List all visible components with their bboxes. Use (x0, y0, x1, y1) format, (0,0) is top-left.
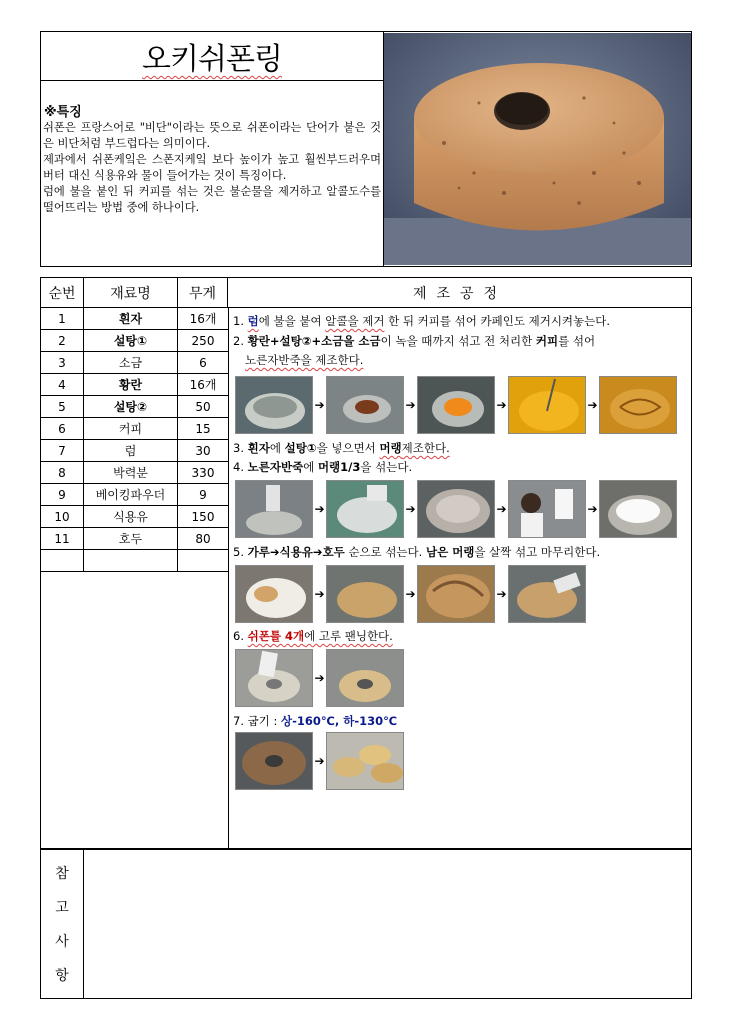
ingredient-name: 럼 (84, 440, 178, 461)
step-text: 한 뒤 커피를 섞어 카페인도 제거시켜놓는다. (384, 314, 611, 328)
ingredient-name: 베이킹파우더 (84, 484, 178, 505)
table-row (41, 396, 228, 418)
step-keyword: 커피 (535, 334, 559, 348)
step-text: 을 섞는다. (360, 460, 413, 474)
step-keyword: 설탕① (284, 441, 317, 455)
photo-coffee (326, 376, 404, 434)
arrow-icon: ➔ (314, 587, 325, 601)
photo-whisking-yolk (508, 376, 586, 434)
step-text: 이 녹을 때까지 섞고 전 처리한 (380, 334, 536, 348)
ingredient-number: 6 (41, 418, 84, 439)
photo-empty-bowl (417, 480, 495, 538)
table-row (41, 374, 228, 396)
process-area (229, 308, 692, 850)
photo-mixing-bowl (235, 376, 313, 434)
step-number: 5. (233, 545, 248, 559)
photo-yolk-batter (599, 376, 677, 434)
step-number: 4. (233, 460, 248, 474)
header-ingredient-name: 재료명 (84, 278, 178, 308)
page-title: 오키쉬폰링 (142, 42, 282, 77)
ingredient-weight: 330 (191, 465, 215, 480)
step-keyword: 쉬폰틀 4개 (247, 629, 305, 643)
description-cell (41, 81, 384, 266)
step-7-photos (235, 732, 404, 790)
step-6-photos (235, 649, 404, 707)
step-2-photos (235, 376, 677, 434)
ingredient-weight: 250 (191, 333, 215, 348)
table-row (41, 484, 228, 506)
chiffon-cake-image (384, 33, 691, 265)
step-3 (233, 439, 450, 457)
step-text: 굽기 : (247, 714, 282, 728)
ingredient-number: 7 (41, 440, 84, 461)
ingredient-name: 박력분 (84, 462, 178, 483)
step-keyword: 노른자반죽 (247, 460, 304, 474)
ingredient-weight: 16개 (189, 378, 217, 392)
baking-temperature: 상-160℃, 하-130℃ (281, 714, 398, 728)
step-text: 을 넣으면서 (316, 441, 380, 455)
reference-label-char: 항 (55, 968, 69, 984)
title-cell (41, 32, 384, 81)
photo-chef (508, 480, 586, 538)
table-row (41, 528, 228, 550)
photo-panning-2 (326, 649, 404, 707)
arrow-icon: ➔ (405, 398, 416, 412)
photo-flour (235, 565, 313, 623)
header-weight: 무게 (178, 278, 228, 308)
step-number: 7. (233, 714, 248, 728)
step-keyword: 머랭1/3 (317, 460, 361, 474)
ingredient-number: 11 (41, 528, 84, 549)
ingredient-name: 소금 (84, 352, 178, 373)
table-row (41, 330, 228, 352)
step-text: 에 (269, 441, 285, 455)
arrow-icon: ➔ (314, 671, 325, 685)
ingredient-weight: 150 (191, 509, 215, 524)
ingredient-weight: 9 (199, 487, 207, 502)
reference-section (40, 849, 692, 999)
photo-final-batter (508, 565, 586, 623)
ingredient-weight: 80 (195, 531, 211, 546)
step-number: 2. (233, 334, 248, 348)
photo-meringue-bowl (326, 480, 404, 538)
photo-baked-cakes (326, 732, 404, 790)
photo-mixer (235, 480, 313, 538)
header-section (40, 31, 692, 267)
step-5-photos (235, 565, 586, 623)
arrow-icon: ➔ (314, 502, 325, 516)
table-row-empty (41, 550, 228, 572)
step-2-cont (245, 351, 363, 369)
step-5 (233, 543, 600, 561)
header-number: 순번 (41, 278, 84, 308)
step-text: 노른자반죽을 제조한다. (245, 353, 364, 367)
ingredient-number: 5 (41, 396, 84, 417)
ingredient-weight: 30 (195, 443, 211, 458)
reference-label-char: 고 (55, 900, 69, 916)
ingredient-weight: 16개 (189, 312, 217, 326)
reference-label-char: 참 (55, 866, 69, 882)
table-row (41, 462, 228, 484)
photo-panning-1 (235, 649, 313, 707)
step-6 (233, 627, 393, 645)
description-paragraph-2: 제과에서 쉬폰케잌은 스폰지케잌 보다 높이가 높고 훨씬부드러우며 버터 대신 식용유와 물이 들어가는 것이 특징이다. (43, 153, 381, 182)
ingredient-weight: 6 (199, 355, 207, 370)
table-row (41, 440, 228, 462)
table-row (41, 418, 228, 440)
ingredient-name: 호두 (84, 528, 178, 549)
ingredient-number: 2 (41, 330, 84, 351)
step-keyword: 남은 머랭 (425, 545, 475, 559)
ingredient-name: 설탕② (84, 396, 178, 417)
step-7 (233, 712, 397, 730)
step-text: 순으로 섞는다. (344, 545, 426, 559)
step-number: 6. (233, 629, 248, 643)
reference-label (41, 850, 84, 998)
photo-walnut-batter (417, 565, 495, 623)
photo-batter-mix (326, 565, 404, 623)
step-keyword: 황란+설탕②+소금을 소금 (247, 334, 381, 348)
empty-cell (84, 550, 178, 571)
ingredient-weight: 15 (195, 421, 211, 436)
ingredient-number: 4 (41, 374, 84, 395)
ingredient-name: 식용유 (84, 506, 178, 527)
arrow-icon: ➔ (587, 502, 598, 516)
step-keyword: 가루➔식용유➔호두 (247, 545, 345, 559)
step-keyword: 머랭 (379, 441, 402, 455)
ingredient-name: 흰자 (84, 308, 178, 329)
description-paragraph-3: 럼에 불을 붙인 뒤 커피를 섞는 것은 불순물을 제거하고 알콜도수를 떨어뜨리는 방법 중에 하나이다. (43, 185, 381, 214)
step-text: 을 살짝 섞고 마무리한다. (474, 545, 601, 559)
step-text: 제조한다. (401, 441, 450, 455)
ingredient-number: 3 (41, 352, 84, 373)
ingredient-name: 설탕① (84, 330, 178, 351)
ingredient-number: 1 (41, 308, 84, 329)
arrow-icon: ➔ (496, 587, 507, 601)
step-keyword: 럼 (247, 314, 259, 328)
ingredient-name: 커피 (84, 418, 178, 439)
step-2 (233, 332, 595, 350)
step-keyword: 흰자 (247, 441, 270, 455)
step-4 (233, 458, 412, 476)
recipe-table (40, 277, 692, 849)
cake-photo (384, 32, 691, 266)
table-row (41, 352, 228, 374)
reference-label-char: 사 (55, 934, 69, 950)
arrow-icon: ➔ (496, 502, 507, 516)
step-number: 1. (233, 314, 248, 328)
ingredient-number: 8 (41, 462, 84, 483)
arrow-icon: ➔ (314, 754, 325, 768)
arrow-icon: ➔ (405, 587, 416, 601)
features-heading: ※특징 (44, 105, 82, 120)
header-process: 제조공정 (228, 278, 692, 308)
empty-cell (178, 550, 228, 571)
step-1 (233, 312, 610, 330)
ingredient-weight: 50 (195, 399, 211, 414)
arrow-icon: ➔ (496, 398, 507, 412)
arrow-icon: ➔ (587, 398, 598, 412)
step-text: 에 불을 붙여 (258, 314, 326, 328)
ingredient-name: 황란 (84, 374, 178, 395)
photo-baked-in-pan (235, 732, 313, 790)
ingredient-list (41, 308, 229, 850)
photo-yolk (417, 376, 495, 434)
step-number: 3. (233, 441, 248, 455)
description-paragraph-1: 쉬폰은 프랑스어로 "비단"이라는 뜻으로 쉬폰이라는 단어가 붙은 것은 비단처럼 부드럽다는 의미이다. (43, 121, 381, 150)
photo-meringue (599, 480, 677, 538)
table-row (41, 308, 228, 330)
step-text: 에 고루 팬닝한다. (304, 629, 393, 643)
step-text: 알콜을 제거 (325, 314, 385, 328)
step-text: 를 섞어 (558, 334, 596, 348)
table-row (41, 506, 228, 528)
arrow-icon: ➔ (314, 398, 325, 412)
step-text: 에 (303, 460, 318, 474)
empty-cell (41, 550, 84, 571)
step-4-photos (235, 480, 677, 538)
ingredient-number: 9 (41, 484, 84, 505)
ingredient-number: 10 (41, 506, 84, 527)
arrow-icon: ➔ (405, 502, 416, 516)
